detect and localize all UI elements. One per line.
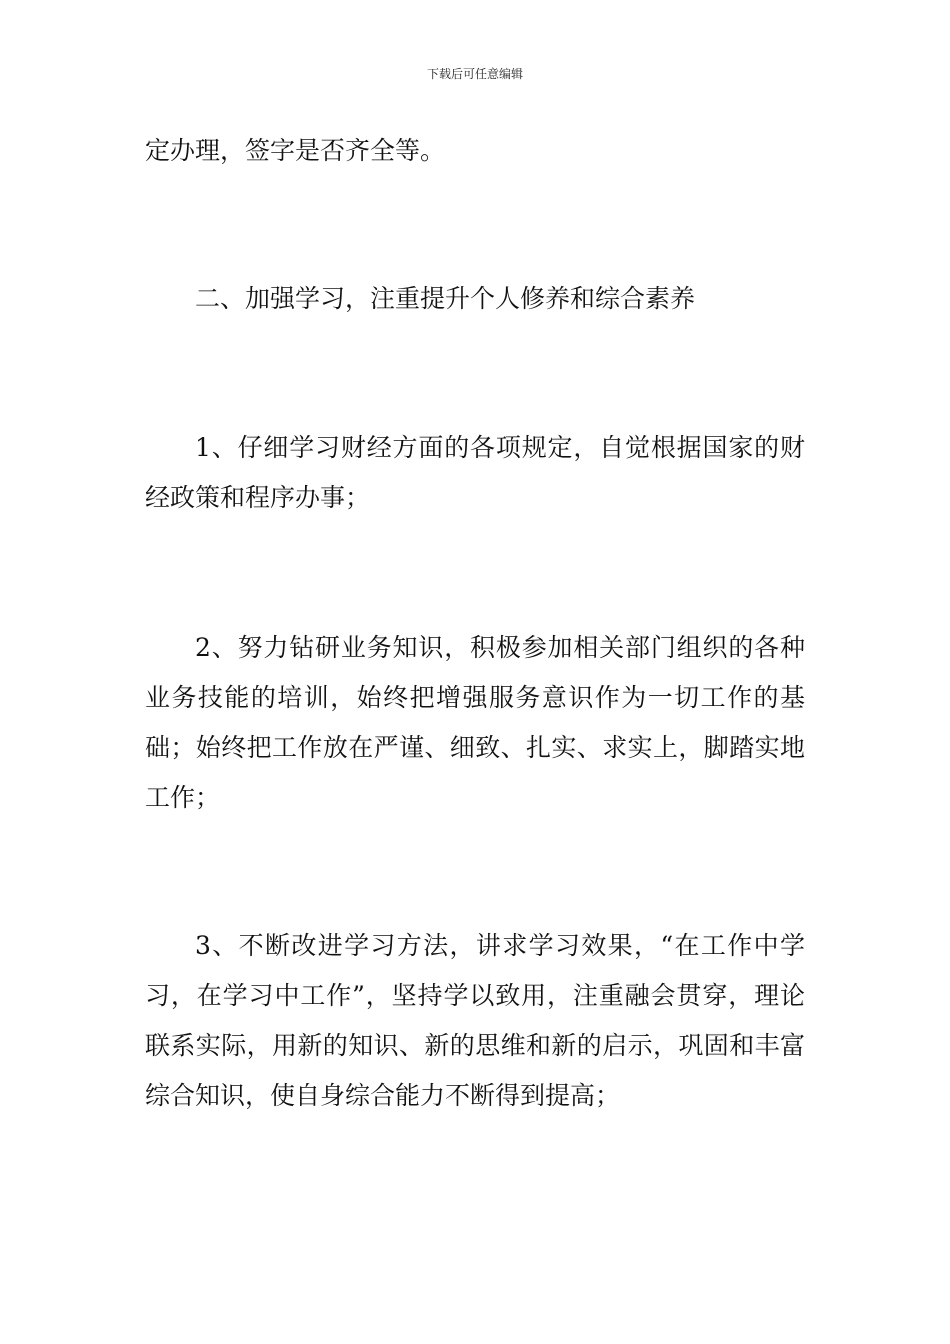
list-item-3: 3、不断改进学习方法，讲求学习效果，“在工作中学习，在学习中工作”，坚持学以致用，注重融会贯穿，理论联系实际，用新的知识、新的思维和新的启示，巩固和丰富综合知识，使自身综合能力不断得到提高；	[145, 931, 805, 1110]
list-item-1: 1、仔细学习财经方面的各项规定，自觉根据国家的财经政策和程序办事；	[145, 433, 805, 512]
section-heading: 二、加强学习，注重提升个人修养和综合素养	[195, 284, 696, 313]
paragraph-continuation: 定办理，签字是否齐全等。	[145, 136, 446, 165]
list-item-2: 2、努力钻研业务知识，积极参加相关部门组织的各种业务技能的培训，始终把增强服务意识作为一切工作的基础；始终把工作放在严谨、细致、扎实、求实上，脚踏实地工作；	[145, 633, 805, 812]
page-header: 下载后可任意编辑	[426, 67, 523, 81]
